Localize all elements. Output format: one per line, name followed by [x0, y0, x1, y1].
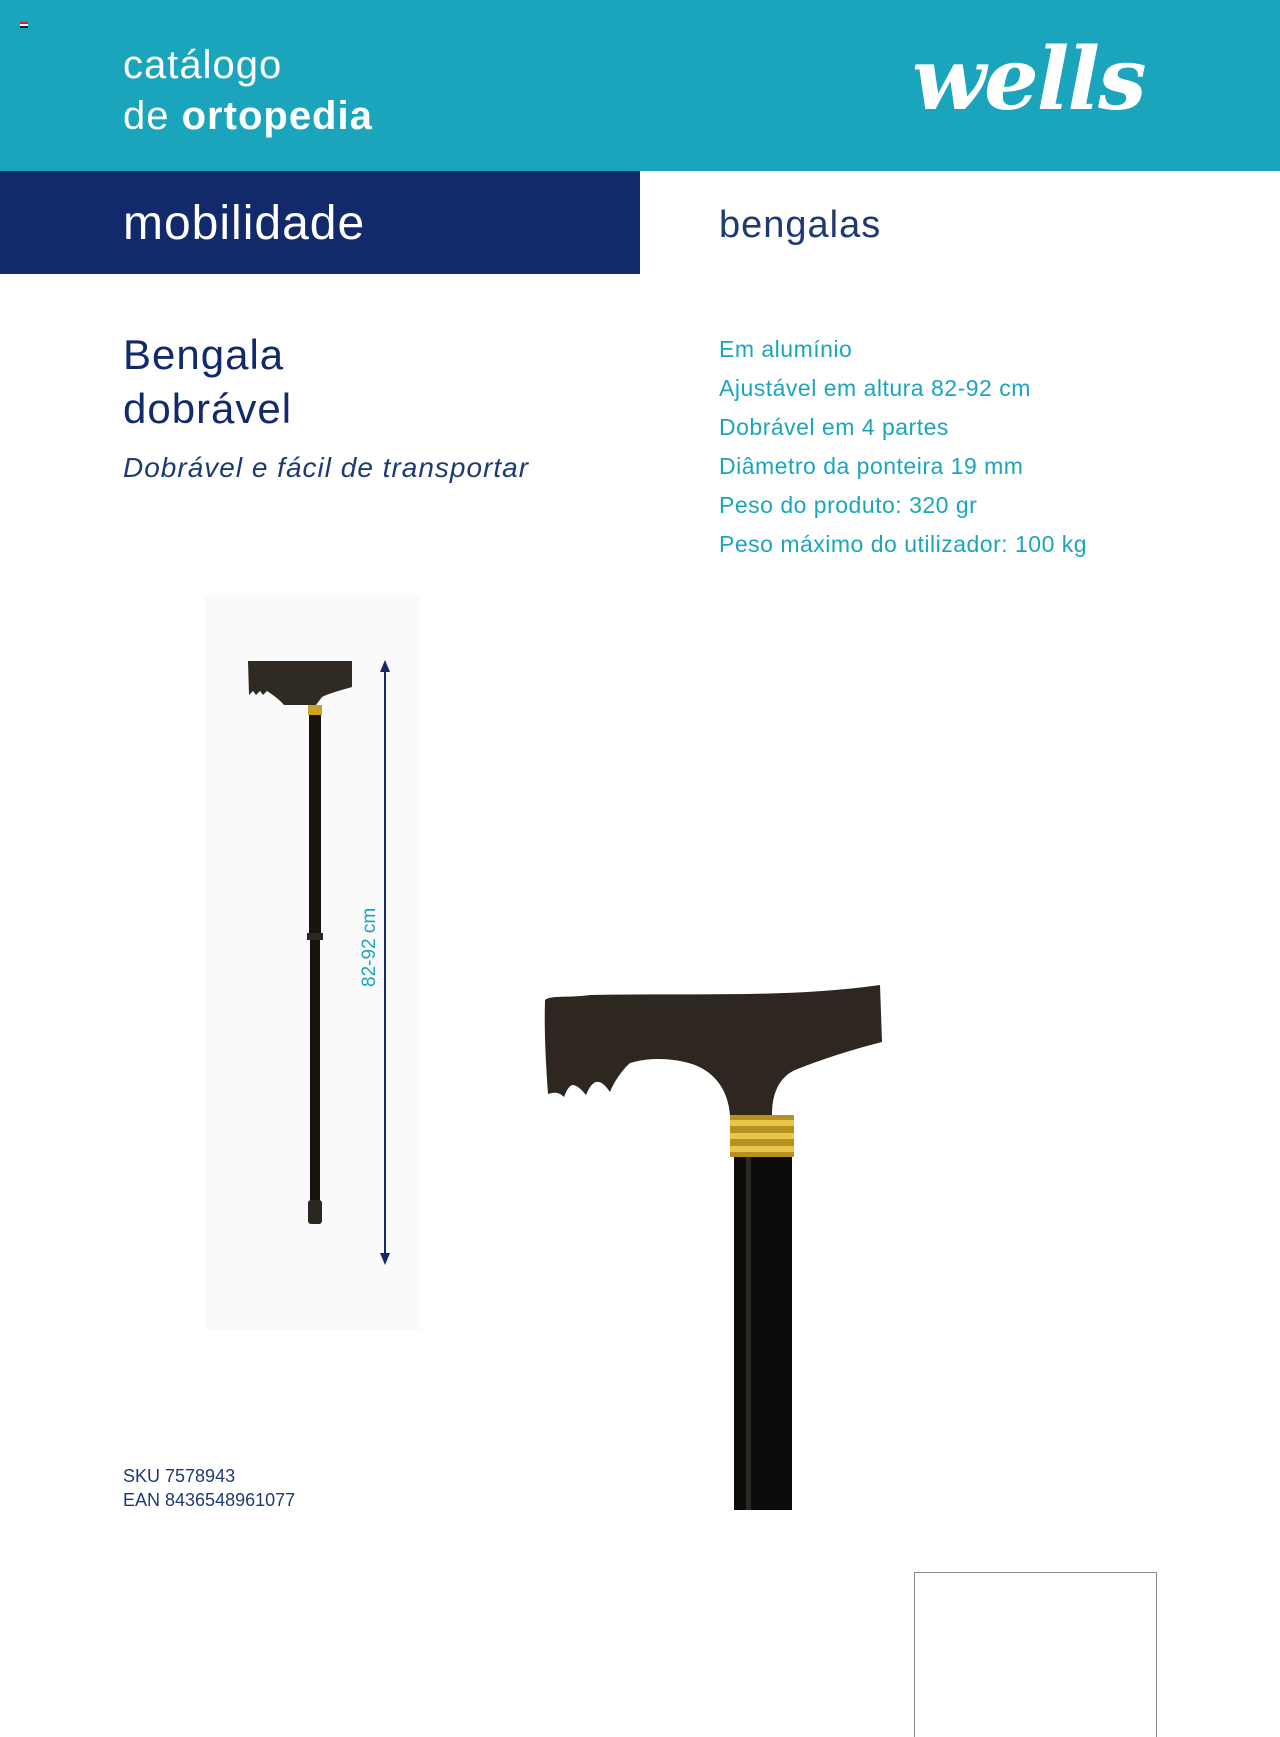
feature-item: Peso do produto: 320 gr [719, 492, 978, 518]
catalog-title-prefix: de [123, 94, 170, 138]
catalog-title-bold: ortopedia [181, 94, 373, 138]
product-title-line2: dobrável [123, 385, 293, 432]
feature-item: Em alumínio [719, 336, 853, 362]
feature-item: Dobrável em 4 partes [719, 414, 949, 440]
flag-icon [20, 22, 28, 28]
feature-item: Ajustável em altura 82-92 cm [719, 375, 1031, 401]
section-label: mobilidade [123, 197, 366, 250]
sku-code: SKU 7578943 [123, 1466, 236, 1486]
product-codes [123, 1464, 295, 1512]
brand-logo: wells [912, 29, 1145, 130]
feature-item: Peso máximo do utilizador: 100 kg [719, 531, 1088, 557]
height-label: 82-92 cm [359, 907, 380, 987]
feature-item: Diâmetro da ponteira 19 mm [719, 453, 1024, 479]
feature-list [719, 330, 1087, 564]
cane-handle-image [510, 955, 950, 1510]
product-title-line1: Bengala [123, 331, 285, 378]
product-subtitle: Dobrável e fácil de transportar [123, 452, 530, 483]
catalog-title-line1: catálogo [123, 43, 283, 87]
blank-box [914, 1572, 1157, 1737]
product-title [123, 328, 292, 436]
subsection-label: bengalas [719, 204, 882, 246]
catalog-title [123, 40, 373, 142]
header-banner [0, 0, 1280, 171]
ean-code: EAN 8436548961077 [123, 1490, 296, 1510]
catalog-title-line2 [123, 91, 373, 142]
